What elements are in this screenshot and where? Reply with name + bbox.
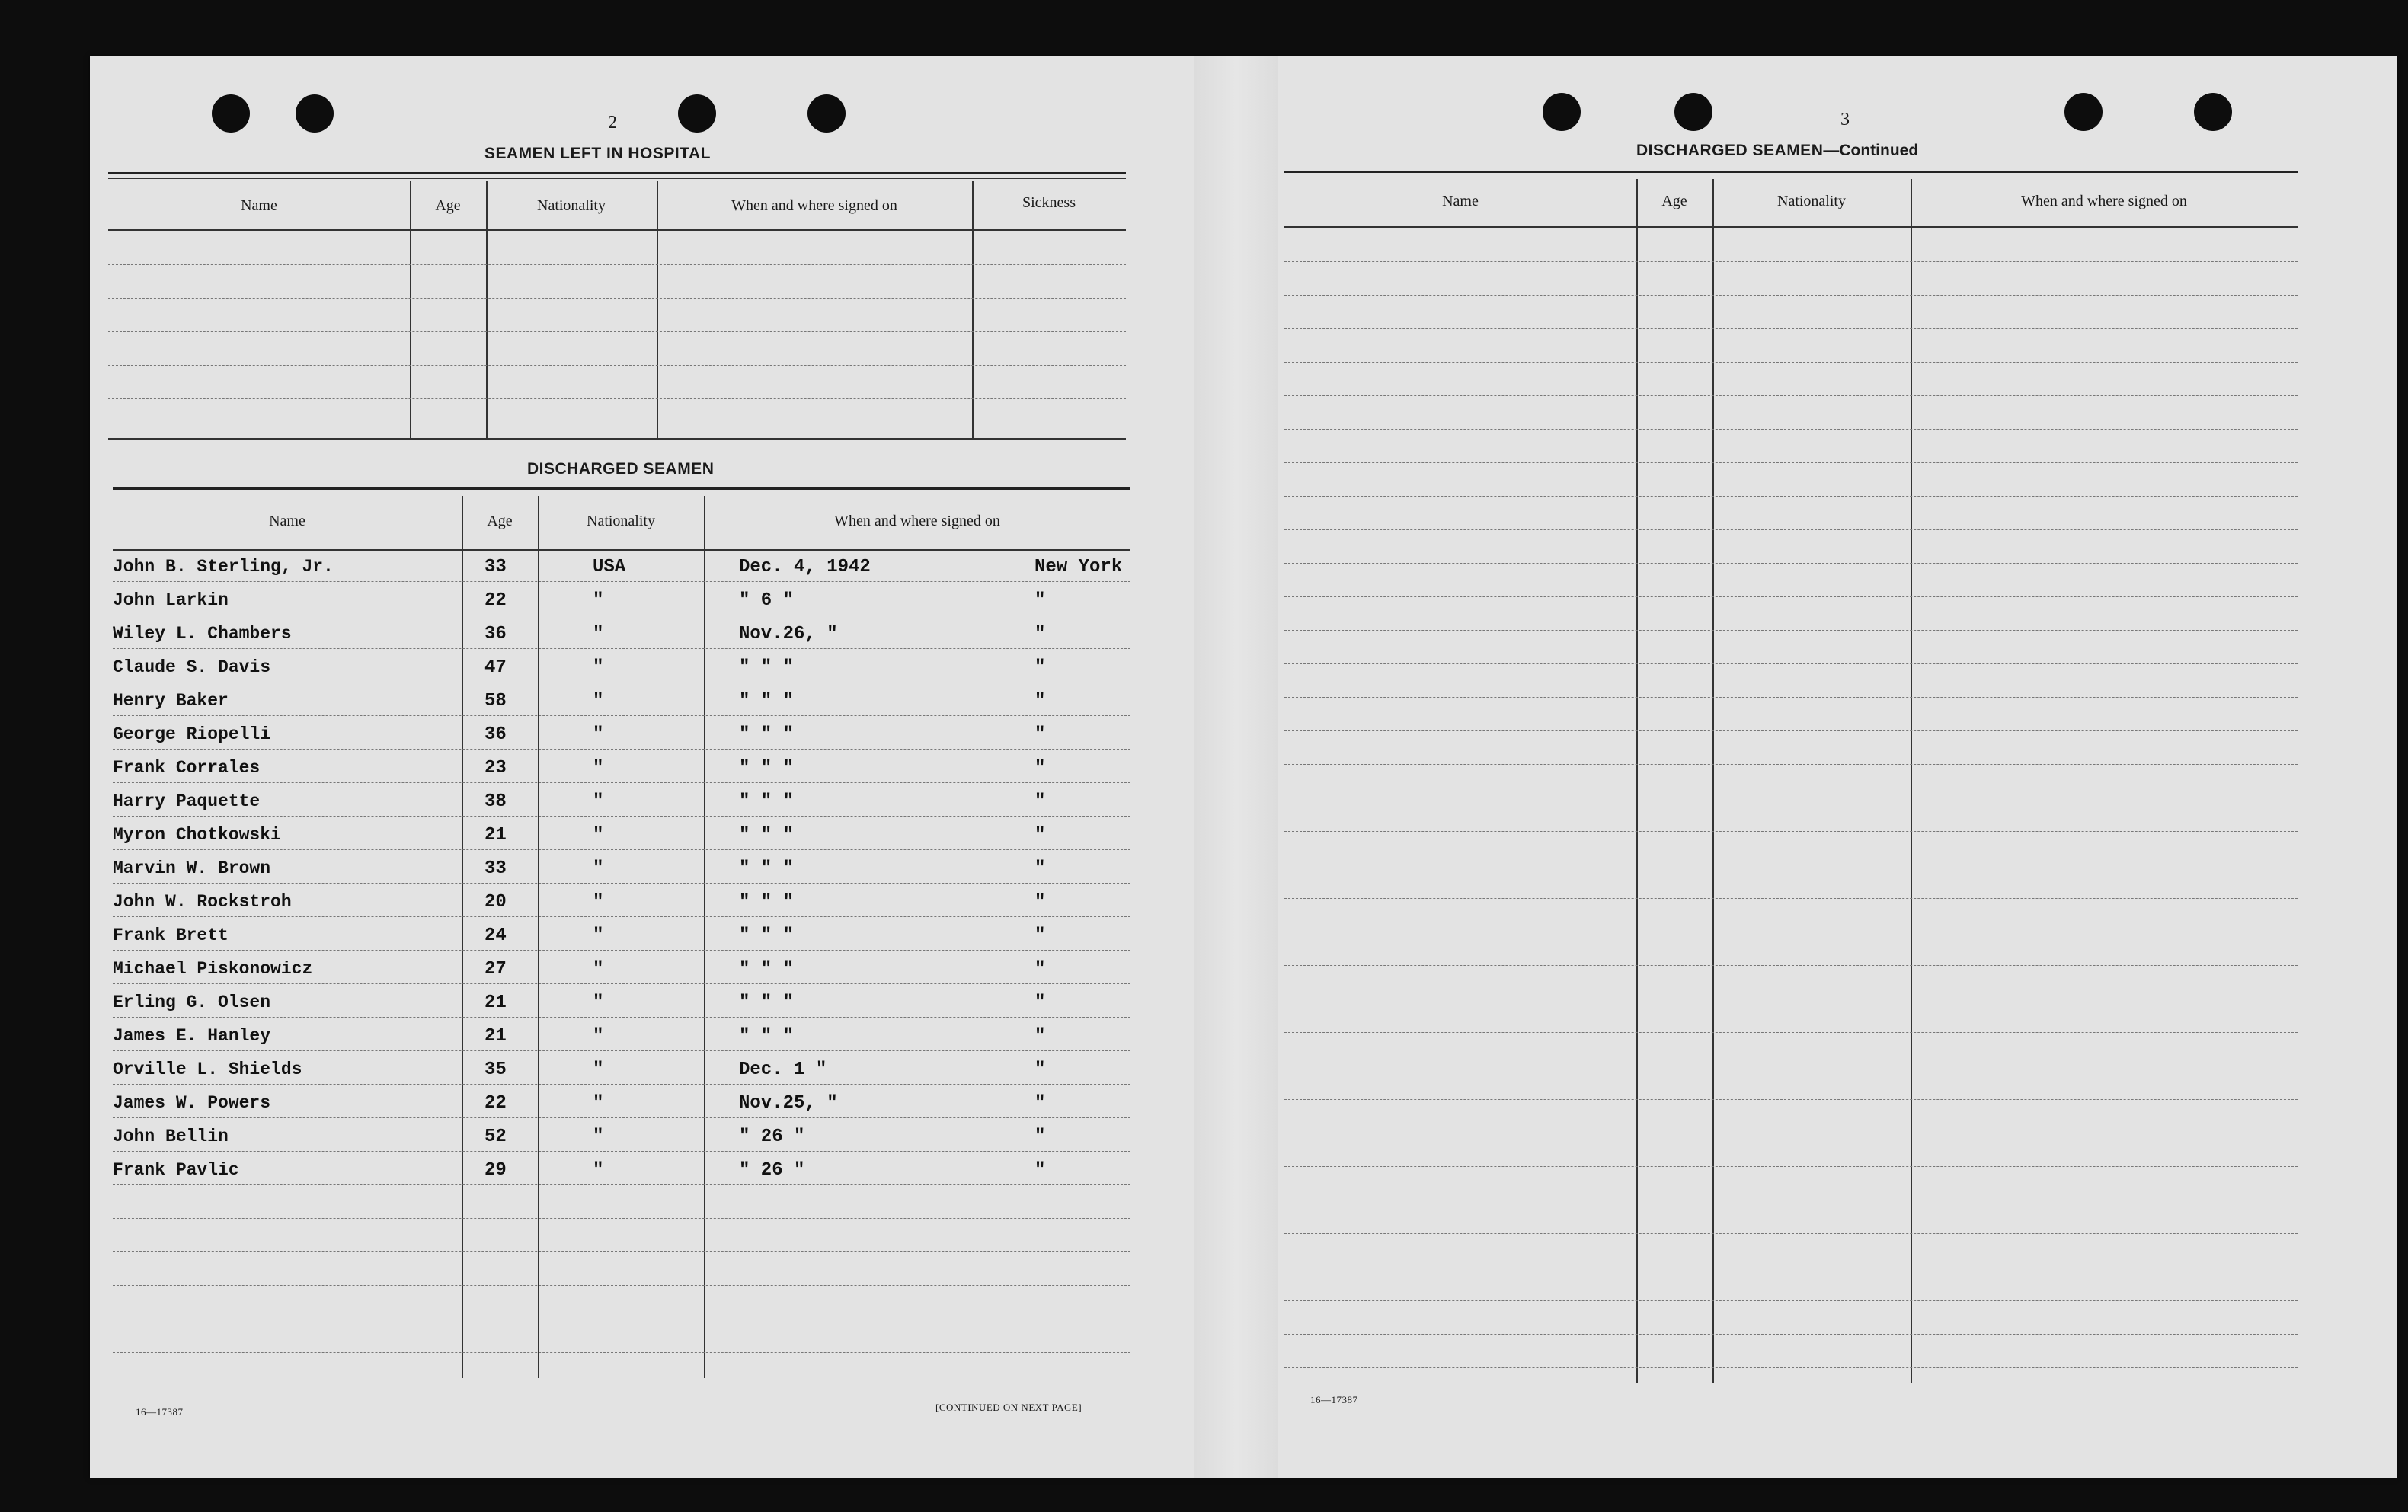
seaman-nationality: " bbox=[593, 1160, 604, 1181]
seaman-name: John B. Sterling, Jr. bbox=[113, 557, 334, 577]
signed-on-place: " bbox=[1035, 791, 1046, 812]
column-header-nationality: Nationality bbox=[587, 513, 655, 529]
signed-on-place: " bbox=[1035, 925, 1046, 946]
signed-on-date: " " " bbox=[739, 925, 795, 946]
seaman-nationality: " bbox=[593, 1060, 604, 1080]
discharged-table bbox=[113, 487, 1130, 1378]
column-header-age: Age bbox=[487, 513, 513, 529]
seaman-name: George Riopelli bbox=[113, 724, 271, 744]
seaman-nationality: " bbox=[593, 791, 604, 812]
seaman-age: 36 bbox=[484, 724, 507, 745]
title-main: DISCHARGED SEAMEN bbox=[1636, 142, 1824, 159]
signed-on-date: " " " bbox=[739, 892, 795, 913]
seaman-name: Marvin W. Brown bbox=[113, 858, 271, 878]
seaman-nationality: " bbox=[593, 825, 604, 846]
seaman-age: 52 bbox=[484, 1127, 507, 1147]
seaman-age: 27 bbox=[484, 959, 507, 980]
seaman-nationality: " bbox=[593, 1093, 604, 1114]
seaman-name: John Larkin bbox=[113, 590, 229, 610]
seaman-age: 33 bbox=[484, 858, 507, 879]
seaman-name: Claude S. Davis bbox=[113, 657, 271, 677]
seaman-name: Harry Paquette bbox=[113, 791, 261, 811]
signed-on-place: " bbox=[1035, 858, 1046, 879]
column-header-signed-on: When and where signed on bbox=[834, 513, 1000, 529]
signed-on-place: " bbox=[1035, 1026, 1046, 1047]
signed-on-place: " bbox=[1035, 1060, 1046, 1080]
seaman-age: 21 bbox=[484, 993, 507, 1013]
seaman-nationality: " bbox=[593, 691, 604, 711]
seaman-age: 58 bbox=[484, 691, 507, 711]
signed-on-place: " bbox=[1035, 624, 1046, 644]
signed-on-date: " " " bbox=[739, 858, 795, 879]
column-header-signed-on: When and where signed on bbox=[731, 197, 897, 214]
signed-on-date: Dec. 4, 1942 bbox=[739, 557, 871, 577]
seaman-age: 20 bbox=[484, 892, 507, 913]
seaman-age: 35 bbox=[484, 1060, 507, 1080]
signed-on-place: " bbox=[1035, 993, 1046, 1013]
seaman-nationality: " bbox=[593, 724, 604, 745]
column-header-signed-on: When and where signed on bbox=[2021, 193, 2187, 209]
seaman-name: James W. Powers bbox=[113, 1093, 271, 1113]
signed-on-place: " bbox=[1035, 825, 1046, 846]
signed-on-date: Nov.26, " bbox=[739, 624, 838, 644]
discharged-section-title: DISCHARGED SEAMEN bbox=[527, 460, 715, 478]
seaman-nationality: " bbox=[593, 1026, 604, 1047]
signed-on-date: " " " bbox=[739, 993, 795, 1013]
form-number: 16—17387 bbox=[1310, 1394, 1358, 1405]
continued-note: [CONTINUED ON NEXT PAGE] bbox=[935, 1402, 1082, 1413]
seaman-name: Michael Piskonowicz bbox=[113, 959, 313, 979]
signed-on-place: " bbox=[1035, 959, 1046, 980]
discharged-continued-title bbox=[1636, 142, 1918, 160]
seaman-nationality: " bbox=[593, 758, 604, 778]
document-sheet bbox=[90, 56, 2397, 1478]
seaman-age: 38 bbox=[484, 791, 507, 812]
seaman-name: Frank Corrales bbox=[113, 758, 261, 778]
seaman-nationality: " bbox=[593, 1127, 604, 1147]
seaman-nationality: " bbox=[593, 624, 604, 644]
seaman-age: 36 bbox=[484, 624, 507, 644]
seaman-age: 22 bbox=[484, 1093, 507, 1114]
seaman-nationality: " bbox=[593, 959, 604, 980]
seaman-age: 47 bbox=[484, 657, 507, 678]
column-header-sickness: Sickness bbox=[1022, 194, 1076, 211]
hospital-section-title: SEAMEN LEFT IN HOSPITAL bbox=[484, 145, 711, 162]
seaman-nationality: " bbox=[593, 892, 604, 913]
seaman-name: John Bellin bbox=[113, 1127, 229, 1146]
signed-on-place: " bbox=[1035, 1127, 1046, 1147]
signed-on-place: " bbox=[1035, 758, 1046, 778]
signed-on-date: " " " bbox=[739, 724, 795, 745]
seaman-name: Orville L. Shields bbox=[113, 1060, 302, 1079]
title-suffix: —Continued bbox=[1823, 142, 1919, 159]
signed-on-place: " bbox=[1035, 657, 1046, 678]
column-header-nationality: Nationality bbox=[537, 197, 606, 214]
page-number: 3 bbox=[1840, 110, 1850, 129]
signed-on-date: " " " bbox=[739, 1026, 795, 1047]
seaman-age: 33 bbox=[484, 557, 507, 577]
column-header-age: Age bbox=[1661, 193, 1687, 209]
page-number: 2 bbox=[608, 113, 617, 133]
hospital-table bbox=[108, 172, 1126, 440]
seaman-name: Henry Baker bbox=[113, 691, 229, 711]
seaman-name: Erling G. Olsen bbox=[113, 993, 271, 1012]
seaman-name: Wiley L. Chambers bbox=[113, 624, 292, 644]
column-header-age: Age bbox=[435, 197, 461, 214]
seaman-age: 21 bbox=[484, 825, 507, 846]
column-header-name: Name bbox=[241, 197, 277, 214]
signed-on-place: New York bbox=[1035, 557, 1123, 577]
column-header-name: Name bbox=[1442, 193, 1479, 209]
signed-on-date: " " " bbox=[739, 791, 795, 812]
seaman-nationality: " bbox=[593, 993, 604, 1013]
seaman-age: 22 bbox=[484, 590, 507, 611]
seaman-name: Frank Brett bbox=[113, 925, 229, 945]
seaman-name: Frank Pavlic bbox=[113, 1160, 239, 1180]
seaman-age: 29 bbox=[484, 1160, 507, 1181]
seaman-age: 24 bbox=[484, 925, 507, 946]
seaman-nationality: " bbox=[593, 590, 604, 611]
form-number: 16—17387 bbox=[136, 1406, 184, 1418]
seaman-nationality: " bbox=[593, 858, 604, 879]
seaman-age: 21 bbox=[484, 1026, 507, 1047]
right-page bbox=[1263, 56, 2397, 1478]
signed-on-date: Nov.25, " bbox=[739, 1093, 838, 1114]
column-header-nationality: Nationality bbox=[1777, 193, 1846, 209]
seaman-nationality: " bbox=[593, 925, 604, 946]
signed-on-date: " 6 " bbox=[739, 590, 795, 611]
seaman-name: John W. Rockstroh bbox=[113, 892, 292, 912]
signed-on-date: " 26 " bbox=[739, 1127, 805, 1147]
signed-on-date: " " " bbox=[739, 959, 795, 980]
left-page bbox=[90, 56, 1217, 1478]
signed-on-date: Dec. 1 " bbox=[739, 1060, 827, 1080]
discharged-continued-table bbox=[1284, 171, 2298, 1383]
seaman-nationality: " bbox=[593, 657, 604, 678]
signed-on-place: " bbox=[1035, 724, 1046, 745]
signed-on-place: " bbox=[1035, 590, 1046, 611]
seaman-nationality: USA bbox=[593, 557, 626, 577]
signed-on-date: " " " bbox=[739, 691, 795, 711]
signed-on-place: " bbox=[1035, 691, 1046, 711]
signed-on-date: " " " bbox=[739, 825, 795, 846]
column-header-name: Name bbox=[269, 513, 305, 529]
signed-on-date: " " " bbox=[739, 758, 795, 778]
seaman-name: James E. Hanley bbox=[113, 1026, 271, 1046]
signed-on-date: " " " bbox=[739, 657, 795, 678]
seaman-age: 23 bbox=[484, 758, 507, 778]
signed-on-place: " bbox=[1035, 1093, 1046, 1114]
seaman-name: Myron Chotkowski bbox=[113, 825, 281, 845]
signed-on-place: " bbox=[1035, 1160, 1046, 1181]
signed-on-date: " 26 " bbox=[739, 1160, 805, 1181]
signed-on-place: " bbox=[1035, 892, 1046, 913]
